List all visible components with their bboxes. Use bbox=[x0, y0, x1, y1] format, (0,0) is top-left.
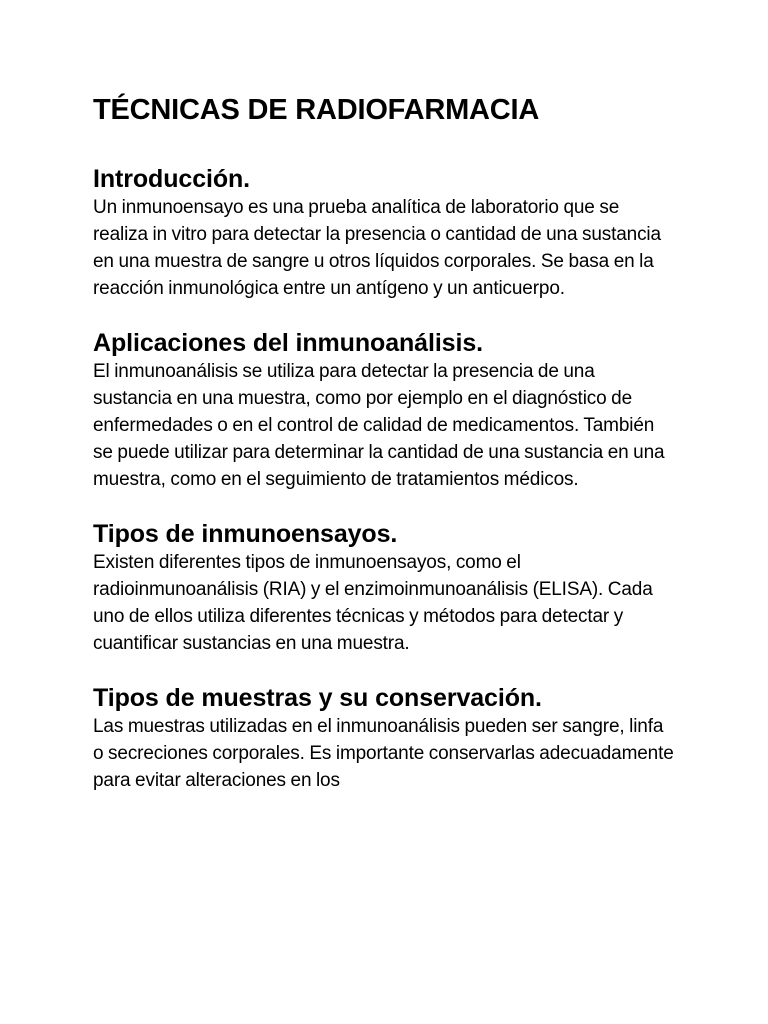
section-heading: Aplicaciones del inmunoanálisis. bbox=[93, 329, 483, 357]
document-content bbox=[93, 92, 678, 820]
section-aplicaciones bbox=[93, 328, 678, 493]
section-heading: Tipos de inmunoensayos. bbox=[93, 520, 398, 548]
section-heading: Introducción. bbox=[93, 165, 251, 193]
section-paragraph: Un inmunoensayo es una prueba analítica de laboratorio que se realiza in vitro para detectar la presencia o cantidad de una sustancia en una muestra de sangre u otros líquidos corporales. Se basa en la reacción inmunológica entre un antígeno y un anticuerpo. bbox=[93, 197, 661, 299]
section-paragraph: Las muestras utilizadas en el inmunoanálisis pueden ser sangre, linfa o secreciones corporales. Es importante conservarlas adecuadamente para evitar alteraciones en los bbox=[93, 716, 674, 791]
section-tipos-inmunoensayos bbox=[93, 519, 678, 657]
section-paragraph: Existen diferentes tipos de inmunoensayos, como el radioinmunoanálisis (RIA) y el enzimoinmunoanálisis (ELISA). Cada uno de ellos utiliza diferentes técnicas y métodos para detectar y cuantificar sustancias en una muestra. bbox=[93, 552, 653, 654]
section-tipos-muestras bbox=[93, 683, 678, 794]
section-introduccion bbox=[93, 164, 678, 302]
document-title: TÉCNICAS DE RADIOFARMACIA bbox=[93, 94, 540, 126]
section-paragraph: El inmunoanálisis se utiliza para detectar la presencia de una sustancia en una muestra, como por ejemplo en el diagnóstico de enfermedades o en el control de calidad de medicamentos. También se puede utilizar para determinar la cantidad de una sustancia en una muestra, como en el seguimiento de tratamientos médicos. bbox=[93, 361, 665, 490]
section-heading: Tipos de muestras y su conservación. bbox=[93, 684, 542, 712]
